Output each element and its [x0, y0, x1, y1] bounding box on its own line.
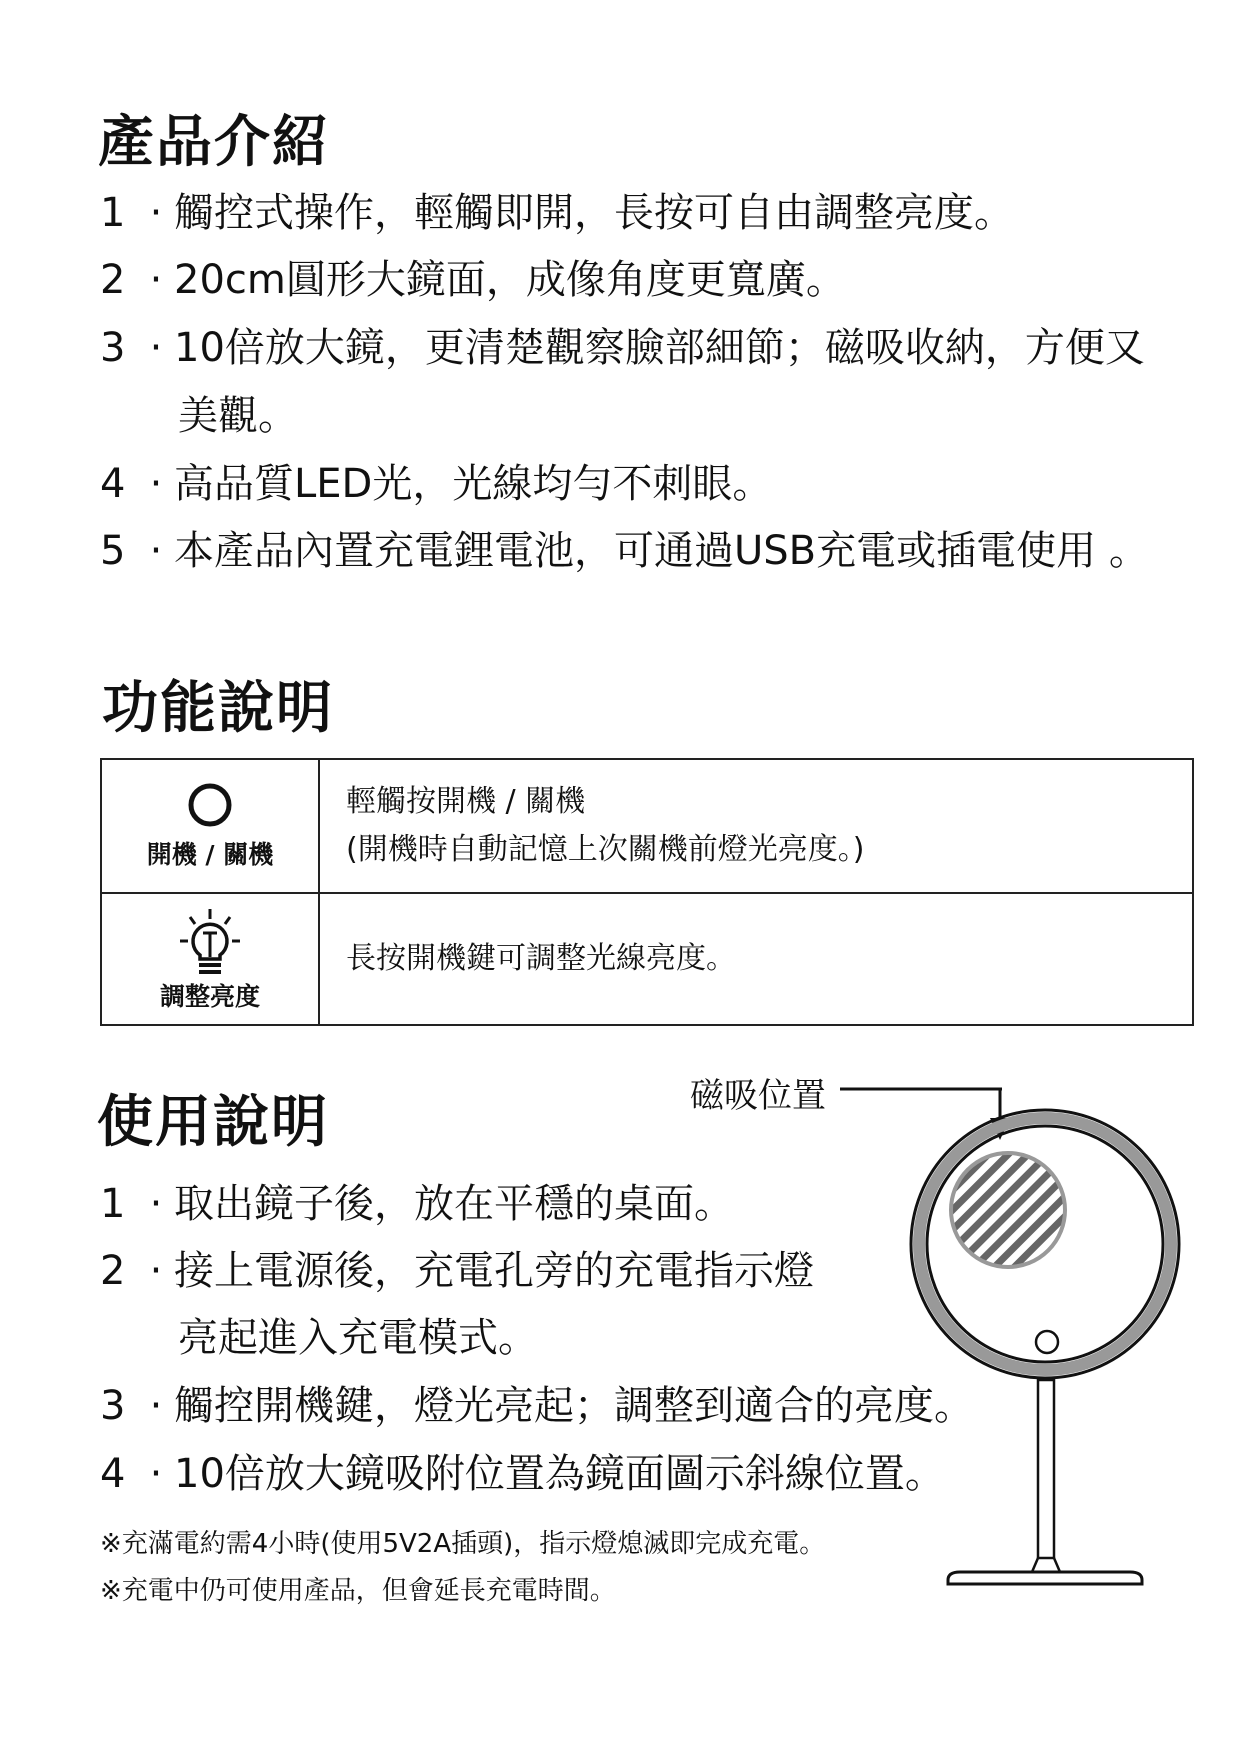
- item-text: 高品質LED光，光線均勻不刺眼。: [174, 461, 773, 507]
- item-text: 本產品內置充電鋰電池，可通過USB充電或插電使用 。: [174, 528, 1149, 574]
- mirror-illustration: [840, 1080, 1200, 1600]
- function-title: 功能說明: [102, 676, 334, 741]
- desc-line: (開機時自動記憶上次關機前燈光亮度。): [346, 832, 865, 867]
- usage-item-3: 3 · 觸控開機鍵，燈光亮起；調整到適合的亮度。: [100, 1383, 974, 1429]
- usage-item-2-continued: 亮起進入充電模式。: [178, 1315, 538, 1361]
- icon-cell: [101, 759, 319, 893]
- power-icon: [186, 814, 234, 833]
- desc-line: 輕觸按開機 / 關機: [346, 784, 586, 819]
- intro-item-3-continued: 美觀。: [178, 393, 298, 439]
- item-text: 觸控式操作，輕觸即開，長按可自由調整亮度。: [174, 190, 1014, 236]
- intro-title: 產品介紹: [98, 110, 330, 175]
- intro-item-2: 2 · 20cm圓形大鏡面，成像角度更寬廣。: [100, 257, 846, 303]
- item-text: 20cm圓形大鏡面，成像角度更寬廣。: [174, 257, 846, 303]
- brightness-label: 調整亮度: [159, 982, 260, 1011]
- table-row: [101, 759, 1193, 893]
- charging-note: ※充滿電約需4小時(使用5V2A插頭)，指示燈熄滅即完成充電。: [100, 1529, 826, 1559]
- desc-cell: [319, 893, 1193, 1025]
- item-text: 接上電源後，充電孔旁的充電指示燈: [174, 1248, 814, 1294]
- power-label: 開機 / 關機: [146, 840, 274, 869]
- item-number: 5: [100, 528, 126, 574]
- icon-cell: [101, 893, 319, 1025]
- item-text: 10倍放大鏡，更清楚觀察臉部細節；磁吸收納，方便又: [174, 325, 1145, 371]
- intro-item-3: 3 · 10倍放大鏡，更清楚觀察臉部細節；磁吸收納，方便又: [100, 325, 1145, 371]
- usage-item-2: 2 · 接上電源後，充電孔旁的充電指示燈: [100, 1248, 814, 1294]
- desc-cell: [319, 759, 1193, 893]
- item-number: 1: [100, 190, 126, 236]
- item-number: 1: [100, 1181, 126, 1227]
- function-table: [100, 758, 1194, 1026]
- table-row: [101, 893, 1193, 1025]
- item-number: 2: [100, 257, 126, 303]
- desc-line: 長按開機鍵可調整光線亮度。: [346, 941, 736, 976]
- intro-item-5: 5 · 本產品內置充電鋰電池，可通過USB充電或插電使用 。: [100, 528, 1149, 574]
- item-number: 4: [100, 461, 126, 507]
- usage-title: 使用說明: [97, 1090, 329, 1155]
- item-number: 2: [100, 1248, 126, 1294]
- item-number: 4: [100, 1451, 126, 1497]
- item-text: 取出鏡子後，放在平穩的桌面。: [174, 1181, 734, 1227]
- usage-item-1: 1 · 取出鏡子後，放在平穩的桌面。: [100, 1181, 734, 1227]
- intro-item-1: 1 · 觸控式操作，輕觸即開，長按可自由調整亮度。: [100, 190, 1014, 236]
- item-number: 3: [100, 325, 126, 371]
- magnet-position-label: 磁吸位置: [690, 1076, 826, 1116]
- item-text: 10倍放大鏡吸附位置為鏡面圖示斜線位置。: [174, 1451, 945, 1497]
- usage-item-4: 4 · 10倍放大鏡吸附位置為鏡面圖示斜線位置。: [100, 1451, 945, 1497]
- item-number: 3: [100, 1383, 126, 1429]
- intro-item-4: 4 · 高品質LED光，光線均勻不刺眼。: [100, 461, 773, 507]
- usage-note: ※充電中仍可使用產品，但會延長充電時間。: [100, 1576, 616, 1606]
- item-text: 觸控開機鍵，燈光亮起；調整到適合的亮度。: [174, 1383, 974, 1429]
